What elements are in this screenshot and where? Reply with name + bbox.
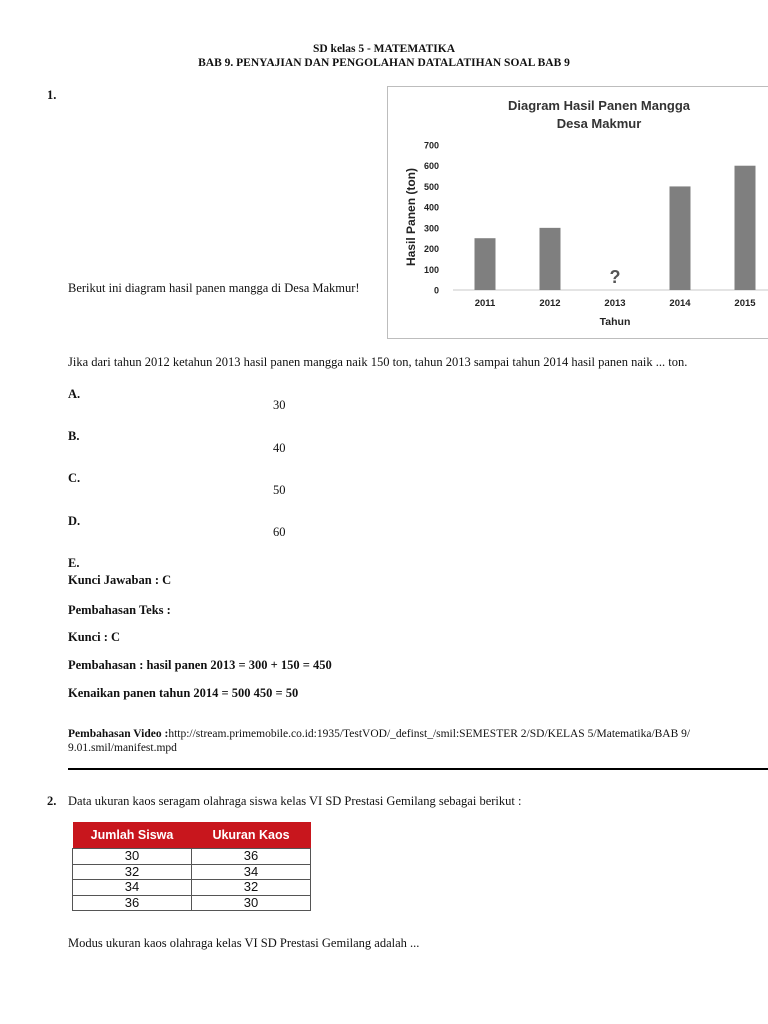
table-cell: 30 xyxy=(73,849,192,865)
table-cell: 36 xyxy=(73,895,192,911)
y-axis-label: Hasil Panen (ton) xyxy=(404,167,418,267)
x-tick-label: 2014 xyxy=(669,298,691,309)
table-header-students: Jumlah Siswa xyxy=(73,822,192,849)
y-tick-label: 500 xyxy=(423,181,439,192)
y-tick-label: 600 xyxy=(423,161,439,172)
table-row xyxy=(73,864,311,880)
bar-2011 xyxy=(475,238,496,290)
bar-chart xyxy=(387,86,768,339)
y-tick-label: 400 xyxy=(423,202,439,213)
y-tick-label: 300 xyxy=(423,223,439,234)
option-d-letter[interactable]: D. xyxy=(68,514,81,528)
discussion-key: Kunci : C xyxy=(68,630,121,644)
table-header-row xyxy=(73,822,311,849)
table-cell: 32 xyxy=(73,864,192,880)
question-1-intro: Berikut ini diagram hasil panen mangga di Desa Makmur! xyxy=(68,281,360,295)
table-cell: 30 xyxy=(192,895,311,911)
option-c-value[interactable]: 50 xyxy=(273,483,286,497)
option-b-value[interactable]: 40 xyxy=(273,441,286,455)
x-tick-label: 2011 xyxy=(474,298,496,309)
y-tick-label: 700 xyxy=(423,140,439,151)
option-c-letter[interactable]: C. xyxy=(68,471,81,485)
table-row xyxy=(73,849,311,865)
bar-2015 xyxy=(735,166,756,290)
section-divider xyxy=(68,768,768,770)
answer-key: Kunci Jawaban : C xyxy=(68,573,172,587)
table-cell: 36 xyxy=(192,849,311,865)
x-tick-label: 2013 xyxy=(604,298,626,309)
video-url-line-2[interactable]: 9.01.smil/manifest.mpd xyxy=(68,742,177,754)
bar-2012 xyxy=(540,228,561,290)
shirt-size-table xyxy=(72,822,311,911)
x-tick-label: 2015 xyxy=(734,298,756,309)
option-a-letter[interactable]: A. xyxy=(68,387,81,401)
text-discussion-label: Pembahasan Teks : xyxy=(68,603,171,617)
y-tick-label: 100 xyxy=(423,264,439,275)
table-row xyxy=(73,880,311,896)
question-1-text: Jika dari tahun 2012 ketahun 2013 hasil panen mangga naik 150 ton, tahun 2013 sampai tahun 2014 hasil panen naik ... ton. xyxy=(68,355,688,369)
question-2-number: 2. xyxy=(47,794,57,808)
chart-subtitle: Desa Makmur xyxy=(556,116,642,131)
table-cell: 32 xyxy=(192,880,311,896)
option-b-letter[interactable]: B. xyxy=(68,429,80,443)
video-url-line-1[interactable]: http://stream.primemobile.co.id:1935/TestVOD/_definst_/smil:SEMESTER 2/SD/KELAS 5/Matematika/BAB 9/ xyxy=(168,728,691,740)
question-2-text: Modus ukuran kaos olahraga kelas VI SD Prestasi Gemilang adalah ... xyxy=(68,936,420,950)
question-2-intro: Data ukuran kaos seragam olahraga siswa kelas VI SD Prestasi Gemilang sebagai berikut : xyxy=(68,794,522,808)
video-label: Pembahasan Video : xyxy=(68,728,169,740)
option-e-letter[interactable]: E. xyxy=(68,556,80,570)
table-row xyxy=(73,895,311,911)
missing-value-marker: ? xyxy=(609,267,621,287)
video-discussion xyxy=(68,728,690,740)
question-1-number: 1. xyxy=(47,88,57,102)
x-tick-label: 2012 xyxy=(539,298,561,309)
chart-title: Diagram Hasil Panen Mangga xyxy=(507,98,691,113)
header-line-1: SD kelas 5 - MATEMATIKA xyxy=(312,43,456,55)
table-cell: 34 xyxy=(192,864,311,880)
x-axis-label: Tahun xyxy=(599,316,631,328)
y-tick-label: 0 xyxy=(433,285,439,296)
header-line-2: BAB 9. PENYAJIAN DAN PENGOLAHAN DATALATIHAN SOAL BAB 9 xyxy=(198,57,570,69)
discussion-line-2: Kenaikan panen tahun 2014 = 500 450 = 50 xyxy=(68,686,299,700)
table-cell: 34 xyxy=(73,880,192,896)
shirt-size-table-wrapper xyxy=(72,822,311,911)
discussion-line-1: Pembahasan : hasil panen 2013 = 300 + 150 = 450 xyxy=(68,658,332,672)
y-tick-label: 200 xyxy=(423,244,439,255)
bar-chart-svg xyxy=(388,87,768,339)
option-a-value[interactable]: 30 xyxy=(273,398,286,412)
bar-2014 xyxy=(670,186,691,290)
table-header-size: Ukuran Kaos xyxy=(192,822,311,849)
option-d-value[interactable]: 60 xyxy=(273,525,286,539)
